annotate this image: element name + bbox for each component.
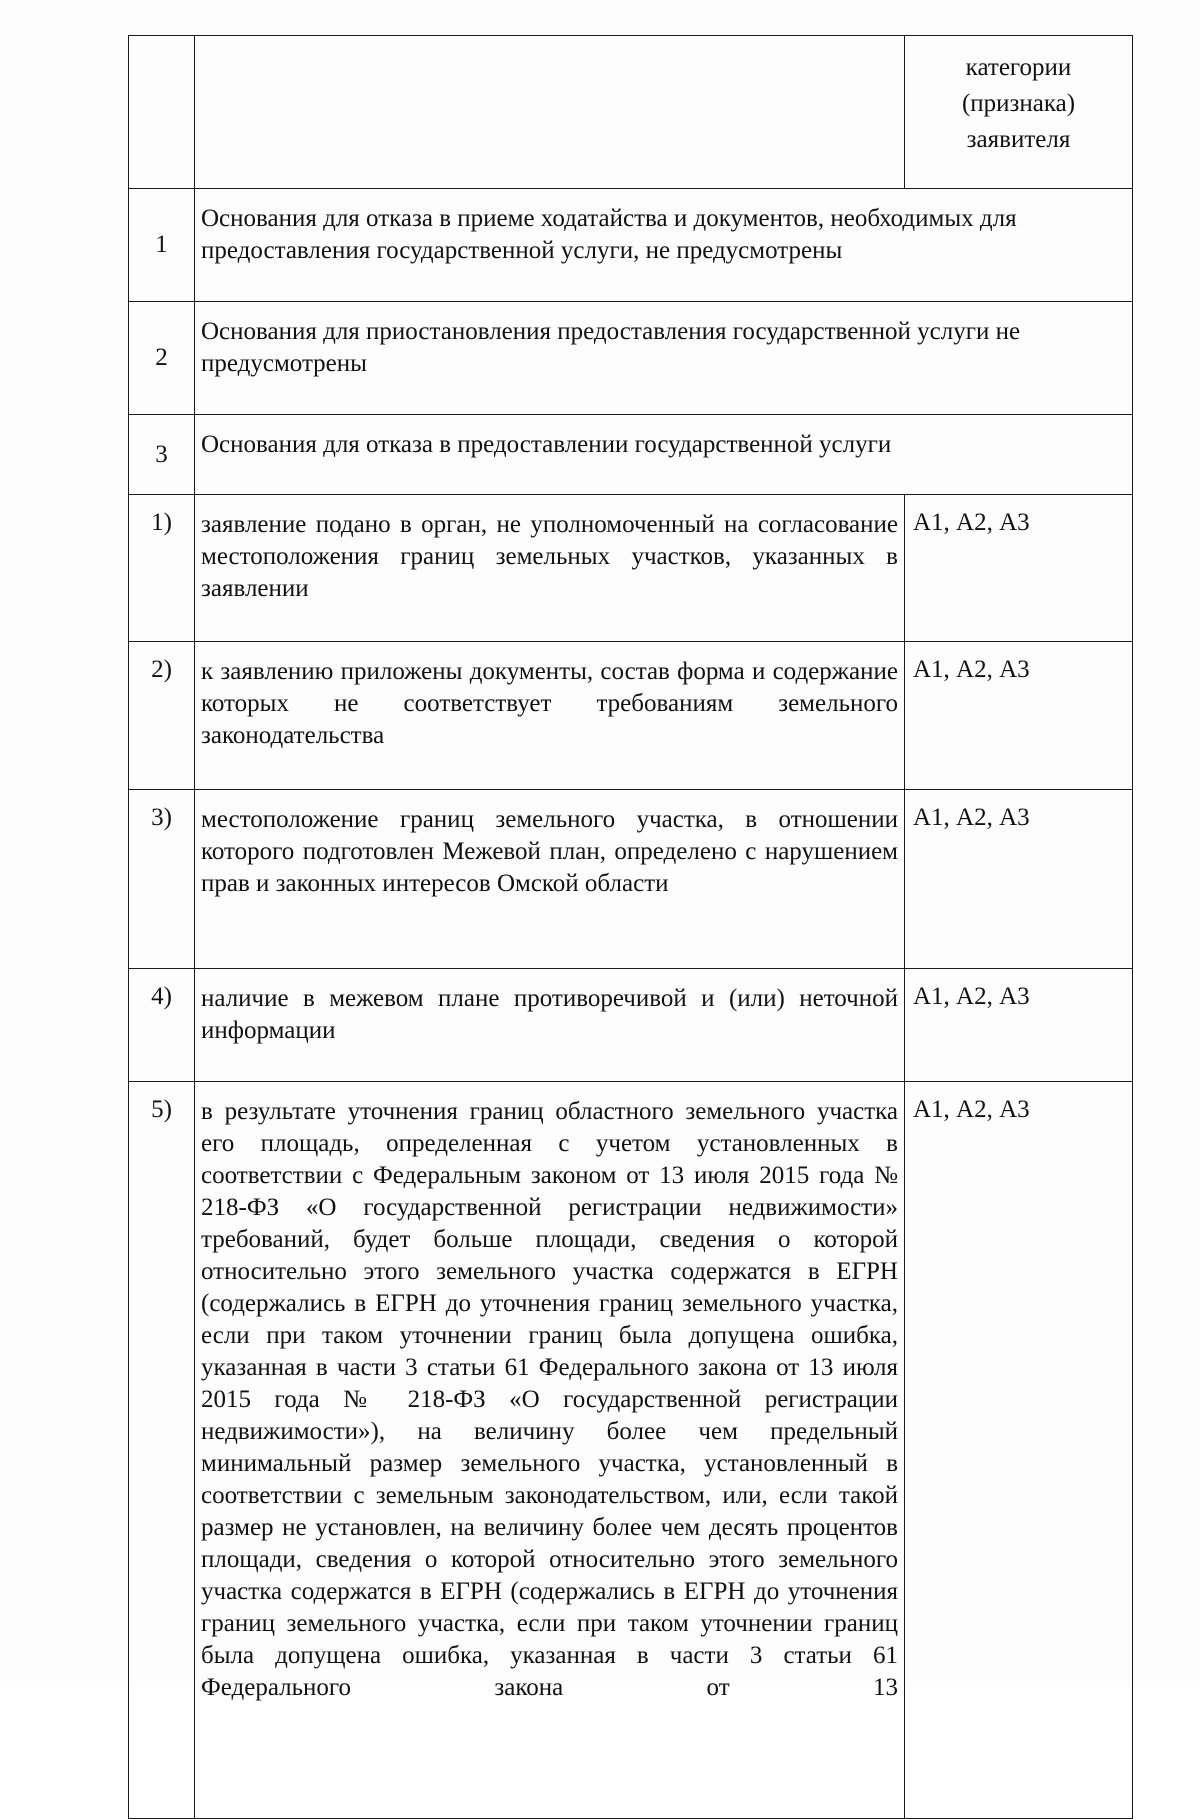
table-row: [129, 302, 1133, 415]
subitem-number: 1): [129, 495, 195, 642]
subitem-category: А1, А2, А3: [905, 790, 1133, 969]
subitem-row: [129, 642, 1133, 790]
subitem-number: 5): [129, 1082, 195, 1819]
refusal-grounds-table: [128, 35, 1133, 1819]
row-text: Основания для отказа в приеме ходатайства и документов, необходимых для предоставления государственной услуги, не предусмотрены: [195, 189, 1133, 302]
subitem-row: [129, 790, 1133, 969]
table-row: [129, 415, 1133, 495]
subitem-row: [129, 969, 1133, 1082]
subitem-category: А1, А2, А3: [905, 1082, 1133, 1819]
row-text: Основания для приостановления предоставления государственной услуги не предусмотрены: [195, 302, 1133, 415]
subitem-text: местоположение границ земельного участка, в отношении которого подготовлен Межевой план, определено с нарушением прав и законных интересов Омской области: [195, 790, 905, 969]
table-header-row: [129, 36, 1133, 189]
subitem-text: наличие в межевом плане противоречивой и (или) неточной информации: [195, 969, 905, 1082]
header-text-cell: [195, 36, 905, 189]
subitem-number: 4): [129, 969, 195, 1082]
subitem-category: А1, А2, А3: [905, 495, 1133, 642]
subitem-number: 2): [129, 642, 195, 790]
subitem-row: [129, 495, 1133, 642]
table-row: [129, 189, 1133, 302]
header-category-cell: категории (признака) заявителя: [905, 36, 1133, 189]
subitem-text: заявление подано в орган, не уполномоченный на согласование местоположения границ земельных участков, указанных в заявлении: [195, 495, 905, 642]
row-text: Основания для отказа в предоставлении государственной услуги: [195, 415, 1133, 495]
row-number: 1: [129, 189, 195, 302]
subitem-row: [129, 1082, 1133, 1819]
subitem-number: 3): [129, 790, 195, 969]
subitem-text: в результате уточнения границ областного земельного участка его площадь, определенная с учетом установленных в соответствии с Федеральным законом от 13 июля 2015 года № 218-ФЗ «О государственной регистрации недвижимости» требований, будет больше площади, сведения о которой относительно этого земельного участка содержатся в ЕГРН (содержались в ЕГРН до уточнения границ земельного участка, если при таком уточнении границ была допущена ошибка, указанная в части 3 статьи 61 Федерального закона от 13 июля 2015 года № 218-ФЗ «О государственной регистрации недвижимости»), на величину более чем предельный минимальный размер земельного участка, установленный в соответствии с земельным законодательством, или, если такой размер не установлен, на величину более чем десять процентов площади, сведения о которой относительно этого земельного участка содержатся в ЕГРН (содержались в ЕГРН до уточнения границ земельного участка, если при таком уточнении границ была допущена ошибка, указанная в части 3 статьи 61 Федерального закона от 13: [195, 1082, 905, 1819]
row-number: 3: [129, 415, 195, 495]
header-num-cell: [129, 36, 195, 189]
subitem-text: к заявлению приложены документы, состав форма и содержание которых не соответствует требованиям земельного законодательства: [195, 642, 905, 790]
subitem-category: А1, А2, А3: [905, 642, 1133, 790]
row-number: 2: [129, 302, 195, 415]
subitem-category: А1, А2, А3: [905, 969, 1133, 1082]
